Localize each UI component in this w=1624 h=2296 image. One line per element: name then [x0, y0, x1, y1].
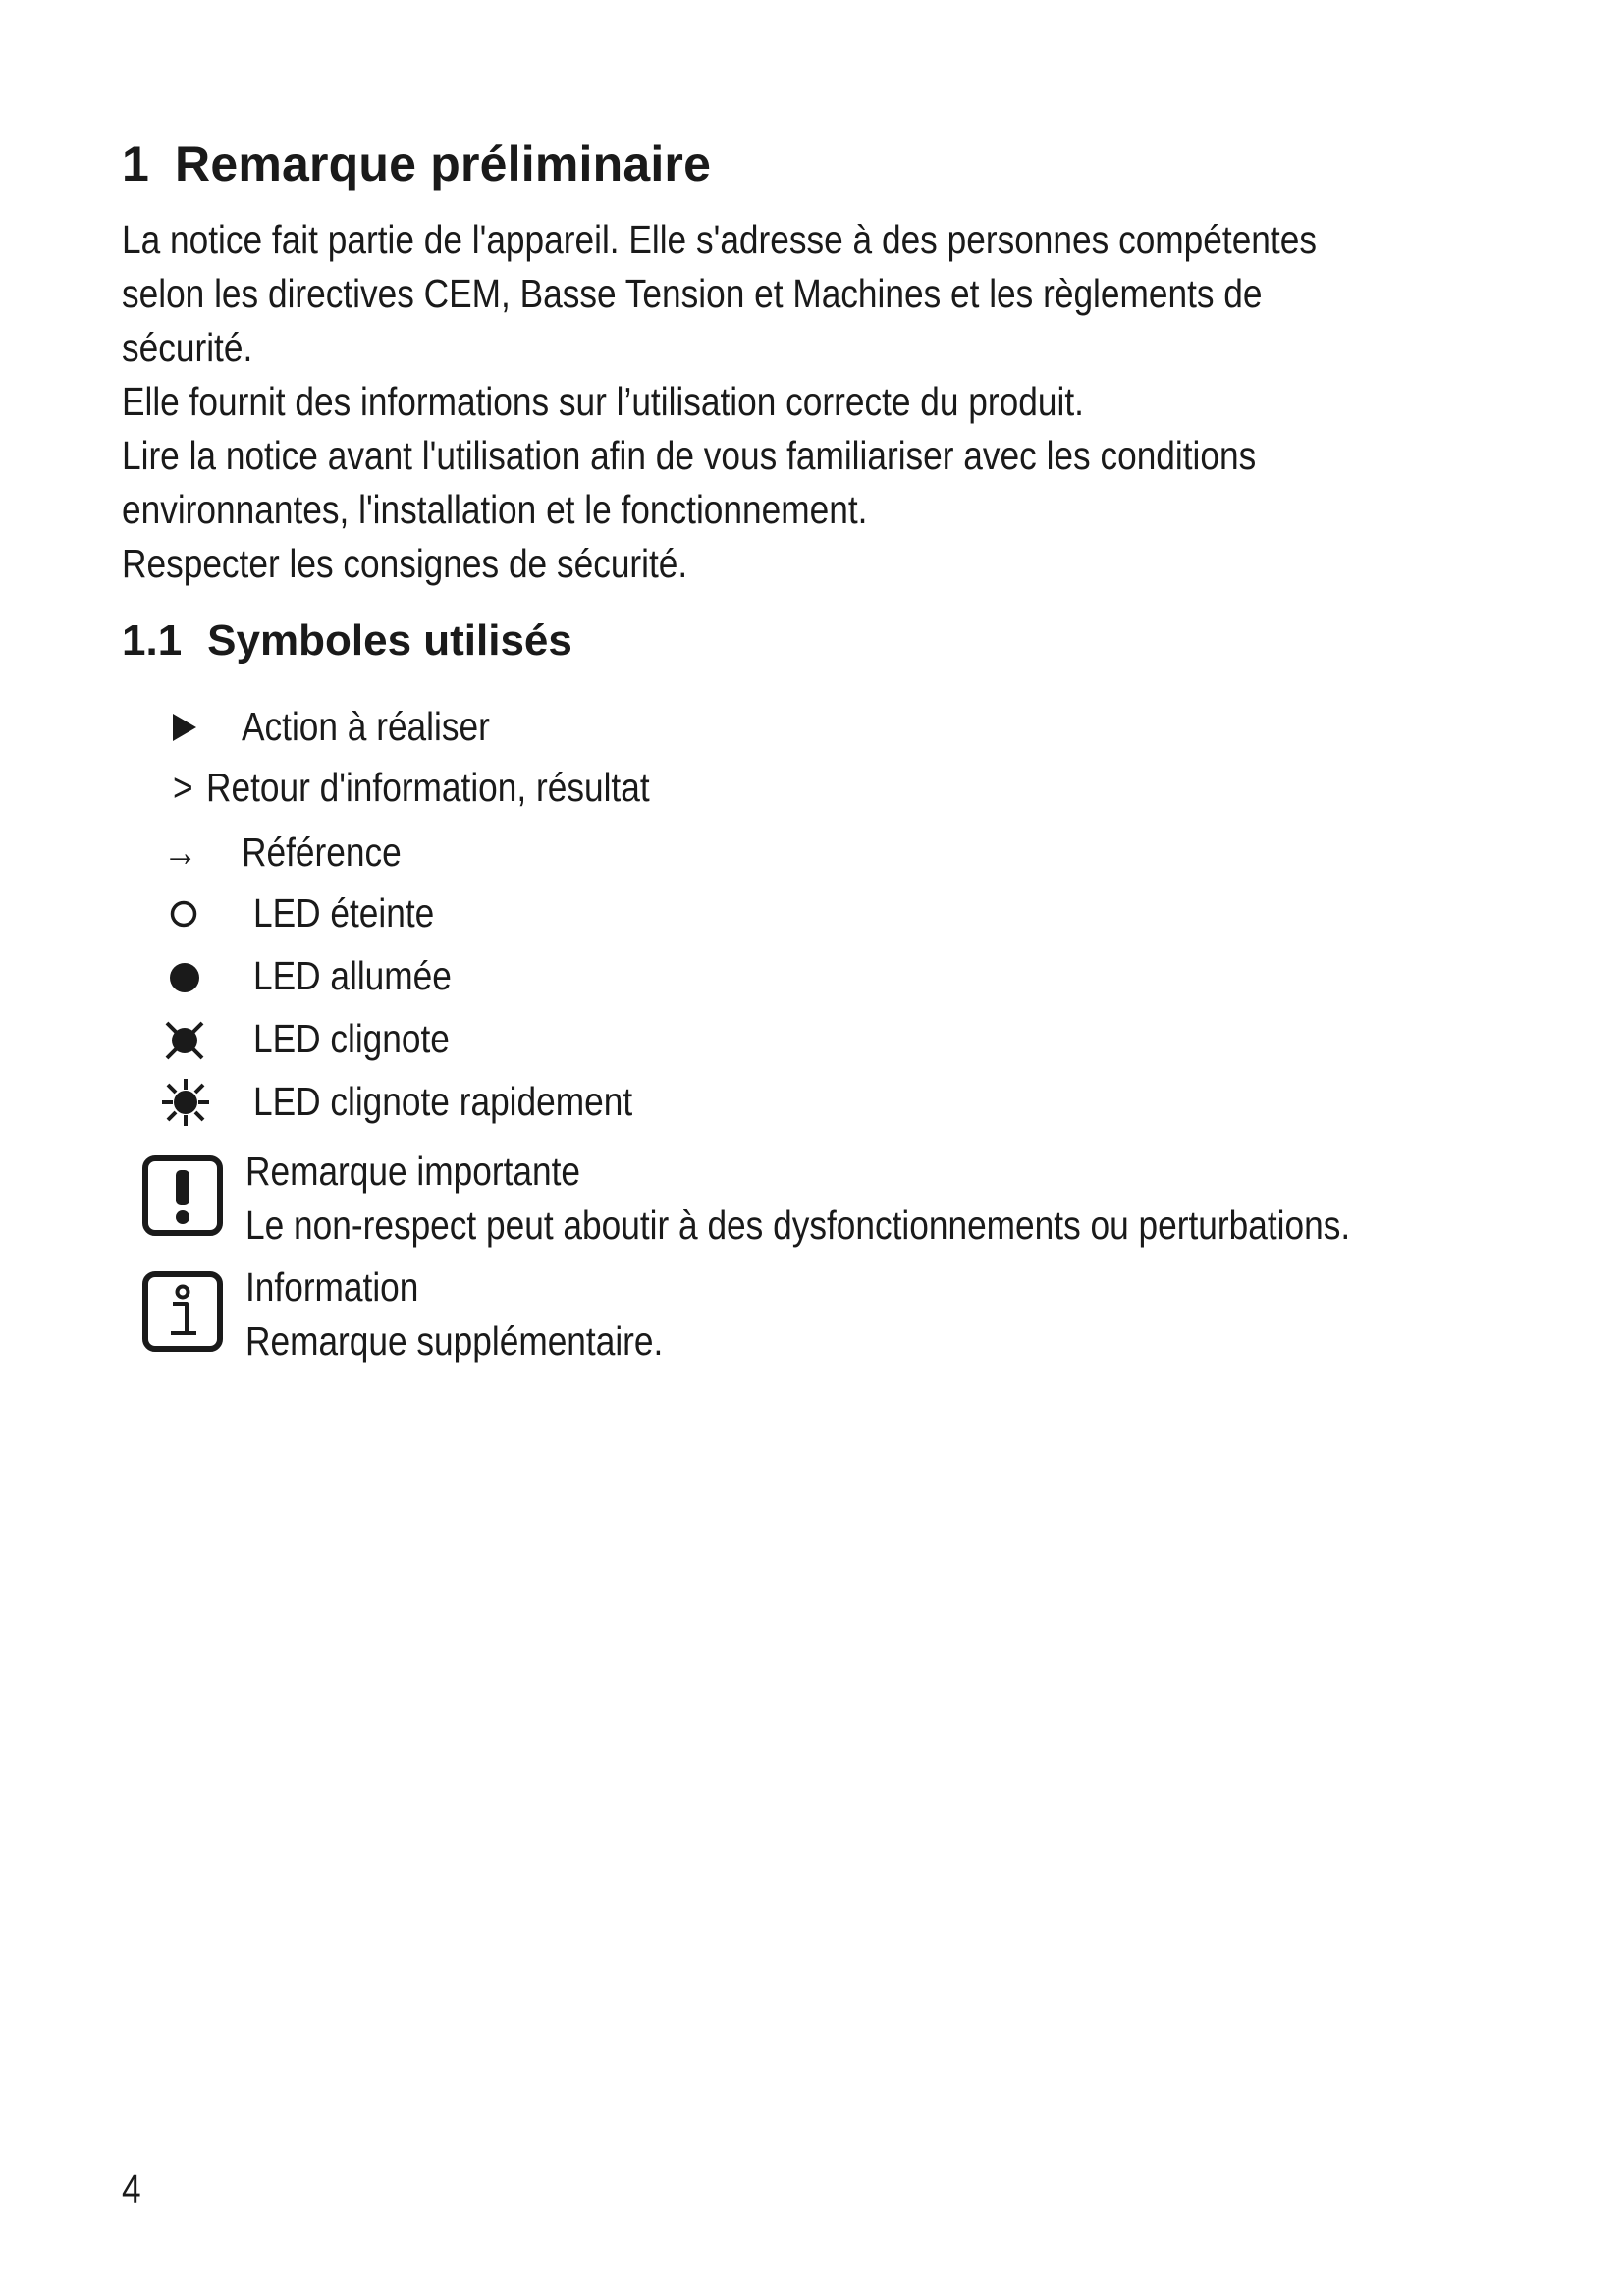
symbol-row-result — [0, 760, 1624, 815]
paragraph-line: selon les directives CEM, Basse Tension et Machines et les règlements de — [122, 271, 1263, 316]
note-text: Remarque supplémentaire. — [245, 1318, 664, 1363]
led-fast-flashing-icon — [161, 1078, 210, 1127]
paragraph-line: La notice fait partie de l'appareil. Elle s'adresse à des personnes compétentes — [122, 217, 1317, 262]
symbol-label: LED clignote — [253, 1016, 450, 1061]
symbol-label: Action à réaliser — [242, 704, 490, 749]
info-icon — [141, 1270, 224, 1353]
symbol-label: LED clignote rapidement — [253, 1079, 633, 1124]
section-number: 1 — [122, 136, 150, 191]
paragraph-line: sécurité. — [122, 325, 253, 370]
led-flashing-icon — [163, 1019, 206, 1062]
symbol-row-reference — [0, 825, 1624, 880]
symbol-row-action — [0, 699, 1624, 754]
symbol-row-led-fast-flashing — [0, 1074, 1624, 1129]
symbol-label: Référence — [242, 829, 402, 875]
symbol-label: Retour d'information, résultat — [206, 765, 650, 810]
paragraph-line: Respecter les consignes de sécurité. — [122, 541, 688, 586]
note-title: Remarque importante — [245, 1148, 581, 1194]
page-number: 4 — [122, 2166, 141, 2212]
paragraph-line: Elle fournit des informations sur l’utilisation correcte du produit. — [122, 379, 1084, 424]
led-on-icon — [169, 962, 200, 993]
paragraph-line: environnantes, l'installation et le fonctionnement. — [122, 487, 868, 532]
section-title: Remarque préliminaire — [175, 136, 712, 191]
symbol-row-led-off — [0, 885, 1624, 940]
subsection-title: Symboles utilisés — [207, 616, 572, 665]
paragraph-line: Lire la notice avant l'utilisation afin de vous familiariser avec les conditions — [122, 433, 1257, 478]
subsection-heading — [122, 616, 572, 666]
subsection-number: 1.1 — [122, 616, 183, 665]
note-text: Le non-respect peut aboutir à des dysfonctionnements ou perturbations. — [245, 1202, 1351, 1248]
symbol-label: LED allumée — [253, 953, 452, 998]
arrow-right-icon: → — [163, 829, 198, 875]
play-triangle-icon — [171, 713, 198, 742]
warning-exclamation-icon — [141, 1154, 224, 1237]
led-off-icon — [169, 899, 198, 929]
note-title: Information — [245, 1264, 419, 1309]
section-heading — [122, 135, 711, 192]
symbol-label: LED éteinte — [253, 890, 435, 935]
symbol-row-led-on — [0, 948, 1624, 1003]
symbol-row-led-flashing — [0, 1011, 1624, 1066]
greater-than-icon: > — [173, 765, 193, 810]
